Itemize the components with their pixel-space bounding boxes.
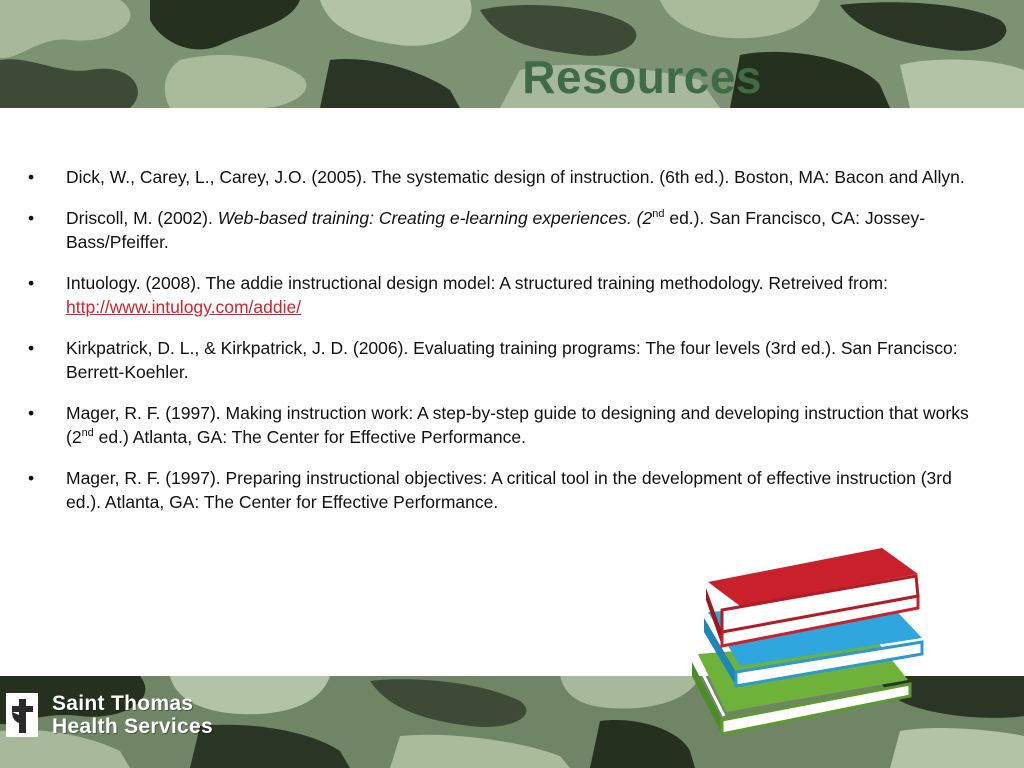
- ordinal-suffix: nd: [652, 208, 665, 221]
- reference-text: ed.) Atlanta, GA: The Center for Effective Performance.: [93, 427, 527, 447]
- bullet-icon: •: [28, 403, 35, 423]
- reference-list: [28, 165, 988, 531]
- reference-item: [28, 165, 988, 189]
- bullet-icon: •: [28, 167, 35, 187]
- reference-text: Kirkpatrick, D. L., & Kirkpatrick, J. D. (2006). Evaluating training programs: The four levels (3rd ed.). San Francisco: Berrett-Koehler.: [66, 338, 958, 382]
- reference-item: [28, 401, 988, 449]
- bullet-icon: •: [28, 273, 35, 293]
- reference-text: Dick, W., Carey, L., Carey, J.O. (2005). The systematic design of instruction. (6th ed.). Boston, MA: Bacon and Allyn.: [66, 167, 965, 187]
- reference-link[interactable]: http://www.intulogy.com/addie/: [66, 297, 302, 317]
- saint-thomas-logo: [6, 692, 213, 738]
- reference-text: Intuology. (2008). The addie instructional design model: A structured training methodology. Retreived from:: [66, 273, 888, 293]
- cross-logo-icon: [6, 693, 38, 737]
- brand-line-2: Health Services: [52, 715, 213, 738]
- reference-item: [28, 206, 988, 254]
- reference-title: Web-based training: Creating e-learning experiences. (2: [217, 208, 653, 228]
- reference-text: Driscoll, M. (2002).: [66, 208, 218, 228]
- top-camo-banner: [0, 0, 1024, 108]
- reference-text: Mager, R. F. (1997). Making instruction work: A step-by-step guide to designing and developing instruction that works (2: [66, 403, 969, 447]
- bullet-icon: •: [28, 208, 35, 228]
- slide-title: Resources: [522, 51, 762, 103]
- reference-text: ed.). San Francisco, CA: Jossey-Bass/Pfeiffer.: [66, 208, 926, 252]
- brand-line-1: Saint Thomas: [52, 692, 194, 715]
- bullet-icon: •: [28, 338, 35, 358]
- bullet-icon: •: [28, 468, 35, 488]
- reference-text: Mager, R. F. (1997). Preparing instructional objectives: A critical tool in the development of effective instruction (3rd ed.). Atlanta, GA: The Center for Effective Performance.: [66, 468, 952, 512]
- brand-name: [52, 692, 213, 738]
- book-stack-icon: [686, 544, 936, 749]
- ordinal-suffix: nd: [81, 427, 94, 440]
- reference-item: [28, 336, 988, 384]
- reference-item: [28, 466, 988, 514]
- reference-item: [28, 271, 988, 319]
